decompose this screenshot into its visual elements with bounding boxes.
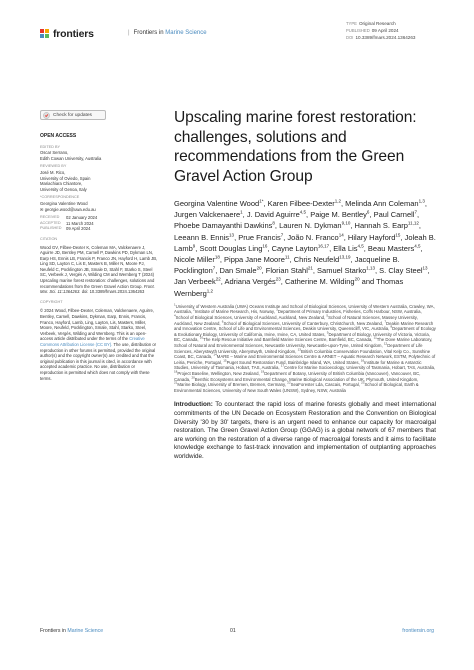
frontiers-logo[interactable] — [40, 28, 94, 40]
email-icon: ✉ — [40, 206, 45, 212]
correspondent-name: Georgina Valentine Wood — [40, 200, 88, 206]
accepted-date: 11 March 2024 — [66, 220, 94, 226]
copyright — [40, 308, 158, 381]
doi-label: DOI — [346, 35, 354, 40]
brand-name: frontiers — [53, 28, 94, 40]
accepted-label: ACCEPTED — [40, 220, 61, 225]
sidebar — [40, 134, 158, 381]
published-label-side: PUBLISHED — [40, 226, 62, 231]
abstract-heading: Introduction: — [174, 401, 213, 409]
footer-site-link[interactable]: frontiersin.org — [402, 628, 434, 634]
doi-value[interactable]: 10.3389/fmars.2024.1364263 — [355, 35, 416, 40]
article-title: Upscaling marine forest restoration: challenges, solutions and recommendations from the Green Gravel Action Group — [174, 109, 417, 185]
published-label: PUBLISHED — [346, 28, 370, 33]
author-list: Georgina Valentine Wood$^{1*}$, Karen Filbee-Dexter$^{1,2}$, Melinda Ann Coleman$^{1,3}$, Jurgen Valckenaere$^1$, J. David Aguirre$^{4,5}$, Paige M. Bentley$^6$, Paul Carnell$^7$, Phoebe Damayanthi Dawkins$^8$, Lauren N. Dykman$^{9,10}$, Hannah S. Earp$^{11,12}$, Leeann B. Ennis$^{13}$, Prue Francis$^7$, João N. Franco$^{14}$, Hilary Hayford$^{15}$, Joleah B. Lamb$^9$, Scott Douglas Ling$^{16}$, Cayne Layton$^{16,17}$, Ella Lis$^{4,5}$, Beau Masters$^{4,5}$, Nicole Miller$^{18}$, Pippa Jane Moore$^{11}$, Chris Neufeld$^{13,19}$, Jacqueline B. Pocklington$^7$, Dan Smale$^{20}$, Florian Stahl$^{21}$, Samuel Starko$^{1,13}$, S. Clay Steel$^{13}$, Jan Verbeek$^{22}$, Adriana Vergés$^{23}$, Catherine M. Wilding$^{20}$ and Thomas Wernberg$^{1,2}$ — [174, 198, 436, 298]
abstract — [174, 401, 436, 461]
edited-by-label: EDITED BY — [40, 144, 61, 149]
footer-journal-name[interactable]: Marine Science — [67, 628, 104, 634]
correspondence — [40, 201, 158, 212]
license-link[interactable]: Creative Commons Attribution License (CC BY). — [40, 336, 145, 347]
abstract-text: To counteract the rapid loss of marine forests globally and meet international commitments of the UN Decade on Ecosystem Restoration and the Convention on Biological Diversity '30 by 30' targets, there is an urgent need to enhance our capacity for macroalgal restoration. The Green Gravel Action Group (GGAG) is a global network of 67 members that are working on the restoration of a diverse range of macroalgal forests and it aims to facilitate knowledge exchange to fast-track innovation and implementation of outplanting approaches worldwide. — [174, 401, 437, 460]
footer-journal-prefix: Frontiers in — [40, 628, 66, 634]
citation-text: Wood GV, Filbee-Dexter K, Coleman MA, Valckenaere J, Aguirre JD, Bentley PM, Carnell P, Dawkins PD, Dykman LN, Earp HS, Ennis LB, Francis P, Franco JN, Hayford H, Lamb JB, Ling SD, Layton C, Lis E, Masters B, Miller N, Moore PJ, Neufeld C, Pocklington JB, Smale D, Stahl F, Starko S, Steel SC, Verbeek J, Vergés A, Wilding CM and Wernberg T (2024) Upscaling marine forest restoration: challenges, solutions and recommendations from the Green Gravel Action Group. — [40, 244, 158, 289]
received-date: 02 January 2024 — [66, 215, 98, 221]
reviewed-by-label: REVIEWED BY — [40, 164, 67, 169]
correspondent-email[interactable] — [40, 207, 158, 213]
type-label: TYPE — [346, 21, 357, 26]
reviewer-name: José M. Rico, — [40, 169, 66, 175]
copyright-text: © 2024 Wood, Filbee-Dexter, Coleman, Valckenaere, Aguirre, Bentley, Carnell, Dawkins, Dykman, Earp, Ennis, Francis, Franco, Hayford, Lamb, Ling, Layton, Lis, Masters, Miller, Moore, Neufeld, Pocklington, Smale, Stahl, Starko, Steel, Verbeek, Vergés, Wilding and Wernberg. This is an open-access article distributed under the terms of the — [40, 308, 154, 342]
reviewer-name: Mariachiara Chiantore, — [40, 181, 83, 187]
correspondence-label: *CORRESPONDENCE — [40, 195, 80, 200]
citation — [40, 245, 158, 295]
published-row — [40, 226, 158, 232]
reviewed-by — [40, 170, 158, 192]
editor-name: Oscar Serrano, — [40, 150, 69, 156]
page-footer — [40, 628, 434, 638]
article-meta — [346, 20, 415, 41]
received-label: RECEIVED — [40, 215, 60, 220]
published-date: 09 April 2024 — [371, 28, 399, 33]
open-access-label: OPEN ACCESS — [40, 133, 77, 139]
editor-affiliation: Edith Cowan University, Australia — [40, 155, 102, 161]
page-number: 01 — [230, 628, 236, 634]
edited-by — [40, 150, 158, 161]
footer-journal — [40, 628, 103, 634]
article-type: Original Research — [358, 21, 396, 26]
citation-label: CITATION — [40, 236, 58, 241]
copyright-text-2: The use, distribution or reproduction in other forums is permitted, provided the original author(s) and the copyright owner(s) are credited and that the original publication in this journal is cited, in accordance with accepted academic practice. No use, distribution or reproduction is permitted which does not comply with these terms. — [40, 342, 157, 381]
check-updates-button[interactable] — [40, 110, 106, 120]
check-updates-label: Check for updates — [53, 112, 92, 118]
citation-journal: Front. Mar. Sci. 11:1364263. — [40, 283, 155, 295]
journal-name-header: | Frontiers in Marine Science — [128, 30, 207, 36]
reviewer-affiliation: University of Oviedo, Spain — [40, 175, 91, 181]
journal-title[interactable]: Marine Science — [165, 30, 207, 36]
frontiers-logo-icon — [40, 29, 50, 39]
published-date-side: 09 April 2024 — [66, 226, 91, 232]
journal-prefix: Frontiers in — [133, 30, 164, 36]
reviewer-affiliation: University of Genoa, Italy — [40, 186, 87, 192]
citation-doi[interactable]: doi: 10.3389/fmars.2024.1364263 — [81, 289, 145, 295]
article-main — [174, 108, 436, 461]
copyright-label: COPYRIGHT — [40, 299, 63, 304]
affiliations: $^1$University of Western Australia (UWA) Oceans Institute and School of Biological Sciences, University of Western Australia, Crawley, WA, Australia, $^2$Institute of Marine Research, His, Norway, $^3$Department of Primary Industries, Fisheries, Coffs Harbour, NSW, Australia, $^4$School of Biological Sciences, University of Auckland, Auckland, New Zealand, $^5$School of Natural Sciences, Massey University, Auckland, New Zealand, $^6$School of Biological Sciences, University of Canterbury, Christchurch, New Zealand, $^7$Deakin Marine Research and Innovation Centre, School of Life and Environmental Sciences, Deakin University, Queenscliff, VIC, Australia, $^8$Department of Ecology & Evolutionary Biology, University of California, Irvine, Irvine, CA, United States, $^9$Department of Biology, University of Victoria, Victoria, BC, Canada, $^{10}$The Kelp Rescue Initiative and Bamfield Marine Sciences Centre, Bamfield, BC, Canada, $^{11}$The Dove Marine Laboratory, School of Natural and Environmental Sciences, Newcastle University, Newcastle-upon-Tyne, United Kingdom, $^{12}$Department of Life Sciences, Aberystwyth University, Aberystwyth, United Kingdom, $^{13}$British Columbia Conservation Foundation, Vital Kelp Co., Sunshine Coast, BC, Canada, $^{14}$MARE – Marine and Environmental Sciences Centre & ARNET – Aquatic Research Network, ESTM, Polytechnic of Leiria, Peniche, Portugal, $^{15}$Puget Sound Restoration Fund, Bainbridge Island, WA, United States, $^{16}$Institute for Marine & Antarctic Studies, University of Tasmania, Hobart, TAS, Australia, $^{17}$Centre for Marine Socioecology, University of Tasmania, Hobart, TAS, Australia, $^{18}$Project Baseline, Wellington, New Zealand, $^{19}$Department of Botany, University of British Columbia (Vancouver), Vancouver, BC, Canada, $^{20}$Benthic Ecosystems and Environmental Change, Marine Biological Association of the UK, Plymouth, United Kingdom, $^{21}$Marine Biology, University of Bremen, Bremen, Germany, $^{22}$SeaForester Lda, Cascais, Portugal, $^{23}$School of Biological, Earth & Environmental Sciences, University of New South Wales (UNSW), Sydney, NSW, Australia — [174, 302, 436, 393]
email-text: georgie.wood@uwa.edu.au — [44, 206, 96, 212]
check-updates-icon — [43, 112, 50, 119]
